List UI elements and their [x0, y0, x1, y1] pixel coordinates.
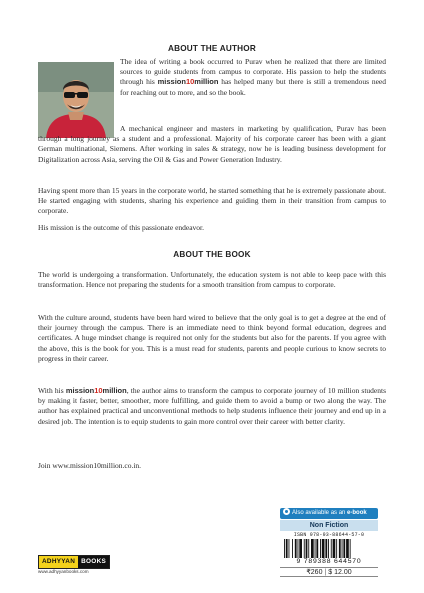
- mission-brand: [158, 77, 219, 86]
- barcode-bar: [304, 539, 305, 558]
- author-para-1: [120, 57, 386, 98]
- author-para-4: [38, 223, 386, 233]
- barcode-bar: [299, 539, 302, 558]
- barcode-bar: [284, 539, 285, 558]
- book-para-1: [38, 270, 386, 290]
- barcode-bar: [325, 539, 327, 558]
- barcode-bar: [289, 539, 290, 558]
- about-author-heading: ABOUT THE AUTHOR: [168, 44, 256, 53]
- ebook-bold: e-book: [347, 510, 367, 516]
- price-separator: |: [324, 569, 327, 576]
- publisher-logo-right: BOOKS: [78, 556, 109, 568]
- barcode-bar: [342, 539, 343, 558]
- price-strip: [280, 567, 378, 577]
- book-para-3-text-a: With his: [38, 386, 66, 395]
- barcode-bar: [308, 539, 309, 558]
- book-para-3-text-b: , the author aims to transform the campus to corporate journey of 10 million students by making it faster, better, smoother, more fulfilling, and guide them to avoid a bump or two along the way. The author has explained practical and unconventional methods to help students influence their journey and end up in a desired job. The intention is to equip students to gain more control over their career with better clarity.: [38, 386, 386, 426]
- ebook-prefix: Also available as an: [292, 510, 348, 516]
- barcode-bar: [311, 539, 314, 558]
- author-para-2: [38, 124, 386, 165]
- author-para-1-text-a: The idea of writing a book occurred to Purav when he realized that there are limited sources to guide students from campus to corporate. His passion to help the students through his: [120, 57, 386, 87]
- ebook-availability-tag: [280, 508, 378, 519]
- disc-icon: [283, 508, 290, 515]
- mission-brand-part3: million: [194, 77, 219, 87]
- mission-brand-inline-part1: mission: [65, 386, 95, 395]
- barcode-bar: [350, 539, 351, 558]
- barcode-number: 9 789388 644570: [296, 558, 362, 565]
- barcode-bar: [295, 539, 297, 558]
- barcode-bar: [336, 539, 337, 558]
- publisher-logo: [38, 555, 110, 569]
- barcode-bar: [306, 539, 308, 558]
- book-para-4-text: Join www.mission10million.co.in.: [38, 461, 142, 470]
- barcode-bar: [328, 539, 329, 558]
- book-para-3: [38, 386, 386, 427]
- barcode-bar: [331, 539, 332, 558]
- book-para-1-text: The world is undergoing a transformation. Unfortunately, the education system is not able to keep pace with this transformation. Hence not preparing the students for a smooth transition from campus to corporate.: [38, 270, 386, 290]
- publisher-url: www.adhyyanbooks.com: [38, 569, 89, 574]
- barcode-bar: [286, 539, 288, 558]
- author-para-3-text: Having spent more than 15 years in the corporate world, he started something that he is extremely passionate about. He started engaging with students, sharing his experience and guiding them in their transition from campus to corporate.: [38, 186, 386, 216]
- author-para-1-text-b: has helped many but there is still a tremendous need for reaching out to more, and so the book.: [120, 77, 386, 97]
- book-para-4: [38, 461, 386, 471]
- mission-brand-part2: 10: [185, 77, 195, 87]
- barcode-bar: [343, 539, 345, 558]
- author-para-3: [38, 186, 386, 217]
- barcode-bar: [333, 539, 336, 558]
- barcode-graphic: [283, 539, 375, 558]
- about-book-heading: ABOUT THE BOOK: [173, 250, 251, 259]
- barcode-bar: [292, 539, 293, 558]
- category-label: Non Fiction: [280, 520, 378, 531]
- mission-brand-part1: mission: [157, 77, 186, 87]
- barcode-bar: [346, 539, 349, 558]
- author-para-2-text: A mechanical engineer and masters in marketing by qualification, Purav has been through a long journey as a student and a professional. Majority of his corporate career has been with a giant German multinational, Siemens. After working in sales & strategy, now he is leading business development for Digitalization across Asia, serving the Oil & Gas and Power Generation Industry.: [38, 124, 386, 164]
- isbn-text: ISBN 978-93-88644-57-0: [293, 532, 365, 538]
- barcode-bar: [320, 539, 321, 558]
- book-para-2: [38, 313, 386, 364]
- author-para-4-text: His mission is the outcome of this passionate endeavor.: [38, 223, 205, 232]
- book-para-2-text: With the culture around, students have been hard wired to believe that the only goal is to get a degree at the end of their journey through the campus. There is an immediate need to think beyond formal education, degrees and certificates. A huge mindset change is required not only for the students but also for the parents. If you agree with the above, this is the book for you. This is a must read for students, parents and people curious to know secrets to progress in their career.: [38, 313, 386, 363]
- barcode-bar: [322, 539, 325, 558]
- barcode-bar: [339, 539, 341, 558]
- barcode-bar: [298, 539, 299, 558]
- mission-brand-inline: [66, 386, 127, 395]
- mission-brand-inline-part2: 10: [94, 386, 103, 395]
- price-inr: ₹260: [306, 569, 323, 576]
- price-usd: $ 12.00: [328, 569, 352, 576]
- barcode-bar: [316, 539, 318, 558]
- mission-brand-inline-part3: million: [102, 386, 127, 395]
- barcode-bar: [315, 539, 316, 558]
- publisher-logo-left: ADHYYAN: [39, 556, 78, 568]
